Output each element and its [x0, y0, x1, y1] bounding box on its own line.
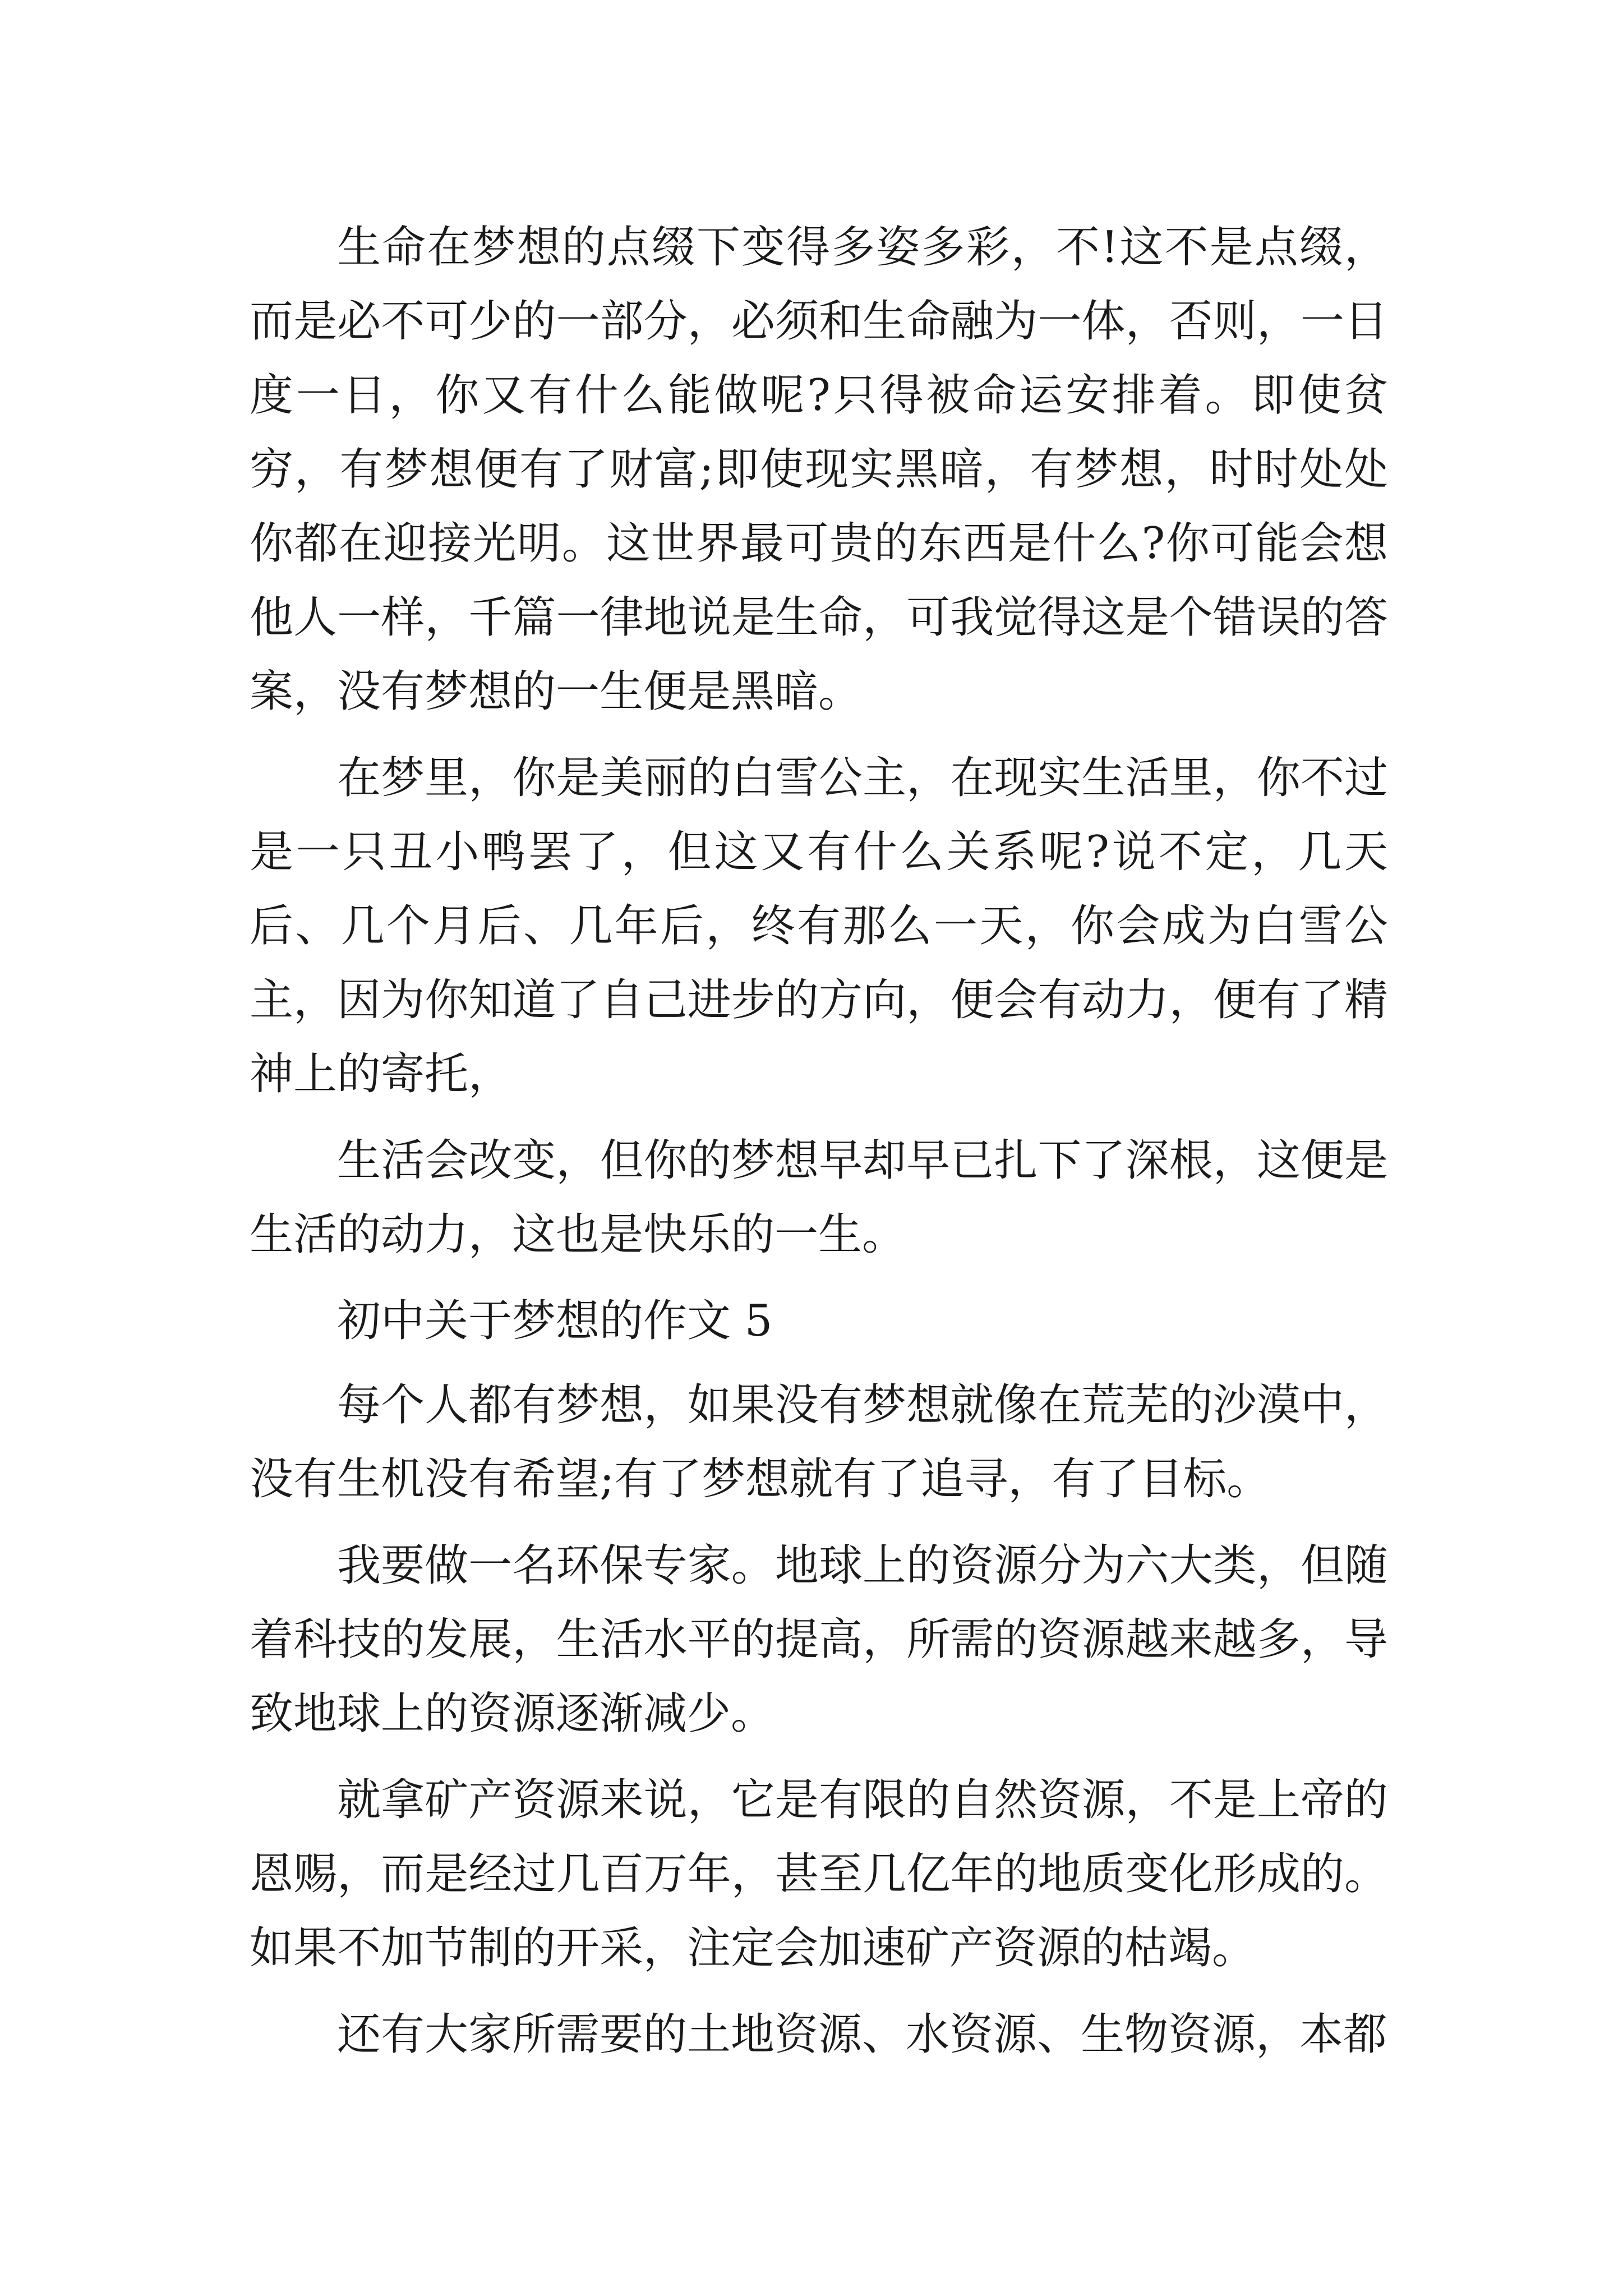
- paragraph: 生活会改变，但你的梦想早却早已扎下了深根，这便是生活的动力，这也是快乐的一生。: [250, 1135, 1388, 1260]
- section-title: 初中关于梦想的作文 5: [337, 1296, 773, 1346]
- paragraph: 每个人都有梦想，如果没有梦想就像在荒芜的沙漠中，没有生机没有希望;有了梦想就有了追寻，有了目标。: [250, 1380, 1388, 1504]
- paragraph: 生命在梦想的点缀下变得多姿多彩，不!这不是点缀，而是必不可少的一部分，必须和生命融为一体，否则，一日度一日，你又有什么能做呢?只得被命运安排着。即使贫穷，有梦想便有了财富;即使现实黑暗，有梦想，时时处处你都在迎接光明。这世界最可贵的东西是什么?你可能会想他人一样，千篇一律地说是生命，可我觉得这是个错误的答案，没有梦想的一生便是黑暗。: [250, 222, 1388, 717]
- paragraph: 就拿矿产资源来说，它是有限的自然资源，不是上帝的恩赐，而是经过几百万年，甚至几亿年的地质变化形成的。如果不加节制的开采，注定会加速矿产资源的枯竭。: [250, 1775, 1388, 1973]
- paragraph: 还有大家所需要的土地资源、水资源、生物资源，本都: [337, 2009, 1387, 2060]
- paragraph: 我要做一名环保专家。地球上的资源分为六大类，但随着科技的发展，生活水平的提高，所需的资源越来越多，导致地球上的资源逐渐减少。: [250, 1540, 1388, 1739]
- document-body: [250, 210, 1388, 2084]
- paragraph: 在梦里，你是美丽的白雪公主，在现实生活里，你不过是一只丑小鸭罢了，但这又有什么关系呢?说不定，几天后、几个月后、几年后，终有那么一天，你会成为白雪公主，因为你知道了自己进步的方向，便会有动力，便有了精神上的寄托，: [250, 753, 1388, 1099]
